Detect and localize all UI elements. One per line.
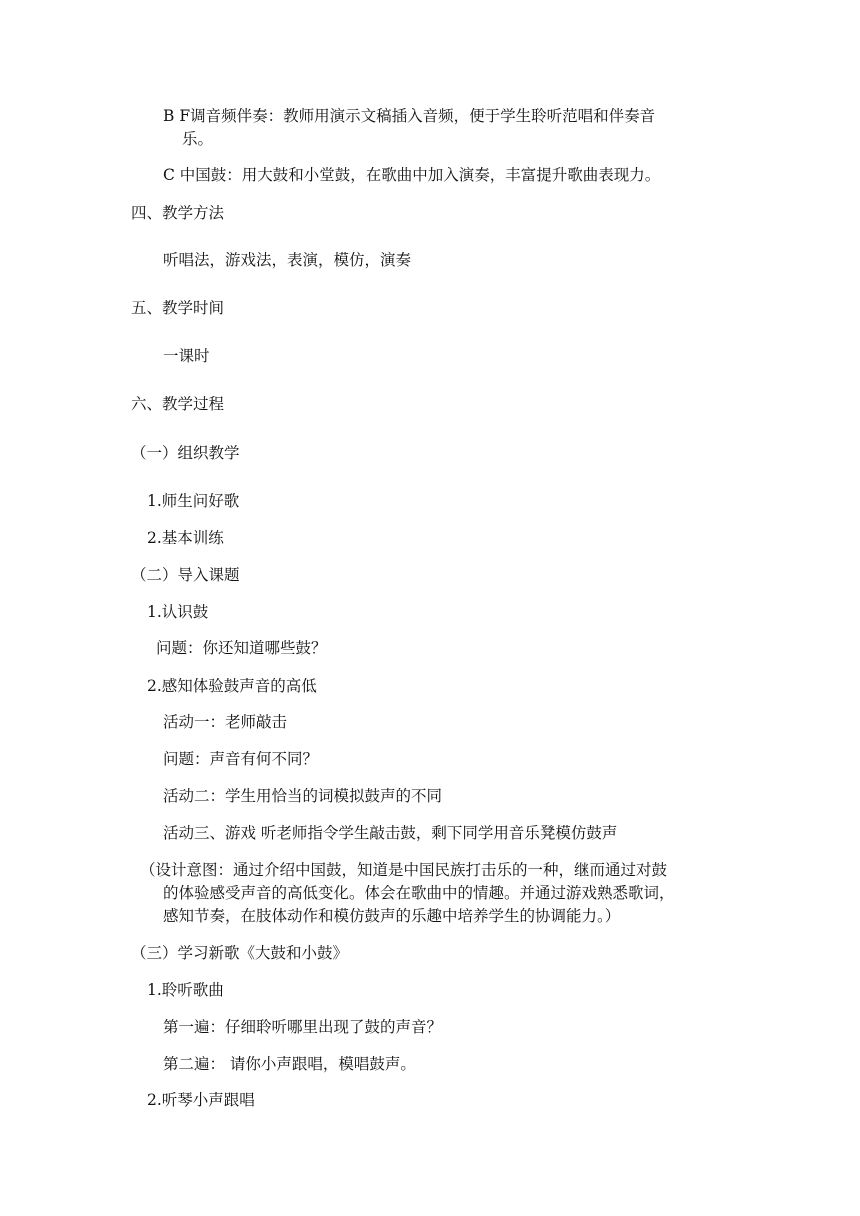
activity3: 活动三、游戏 听老师指令学生敲击鼓，剩下同学用音乐凳模仿鼓声 — [163, 824, 618, 842]
section6-heading: 六、教学过程 — [131, 395, 225, 413]
item-c: C 中国鼓：用大鼓和小堂鼓，在歌曲中加入演奏，丰富提升歌曲表现力。 — [163, 166, 661, 184]
part1-heading: （一）组织教学 — [131, 444, 240, 462]
activity1: 活动一：老师敲击 — [163, 713, 288, 731]
listen-second: 第二遍： 请你小声跟唱，模唱鼓声。 — [163, 1055, 416, 1073]
part1-item1: 1.师生问好歌 — [147, 492, 240, 510]
part3-heading: （三）学习新歌《大鼓和小鼓》 — [131, 944, 349, 962]
section4-body: 听唱法，游戏法，表演，模仿，演奏 — [163, 251, 412, 269]
part3-item2: 2.听琴小声跟唱 — [147, 1091, 255, 1109]
design-intent-line3: 感知节奏，在肢体动作和模仿鼓声的乐趣中培养学生的协调能力。） — [163, 907, 621, 925]
item-b-line1: B F调音频伴奏：教师用演示文稿插入音频，便于学生聆听范唱和伴奏音 — [163, 107, 656, 125]
design-intent-line1: （设计意图：通过介绍中国鼓，知道是中国民族打击乐的一种，继而通过对鼓 — [140, 861, 668, 879]
part2-item2: 2.感知体验鼓声音的高低 — [147, 677, 317, 695]
part2-question1: 问题：你还知道哪些鼓？ — [156, 639, 327, 657]
part2-item1: 1.认识鼓 — [147, 603, 209, 621]
activity2: 活动二：学生用恰当的词模拟鼓声的不同 — [163, 787, 443, 805]
section5-body: 一课时 — [163, 347, 210, 365]
question2: 问题：声音有何不同？ — [163, 750, 319, 768]
part1-item2: 2.基本训练 — [147, 529, 224, 547]
design-intent-line2: 的体验感受声音的高低变化。体会在歌曲中的情趣。并通过游戏熟悉歌词， — [163, 884, 675, 902]
listen-first: 第一遍：仔细聆听哪里出现了鼓的声音？ — [163, 1018, 443, 1036]
item-b-line2: 乐。 — [182, 130, 214, 148]
part3-item1: 1.聆听歌曲 — [147, 981, 224, 999]
section4-heading: 四、教学方法 — [131, 204, 225, 222]
section5-heading: 五、教学时间 — [131, 299, 225, 317]
part2-heading: （二）导入课题 — [131, 566, 240, 584]
